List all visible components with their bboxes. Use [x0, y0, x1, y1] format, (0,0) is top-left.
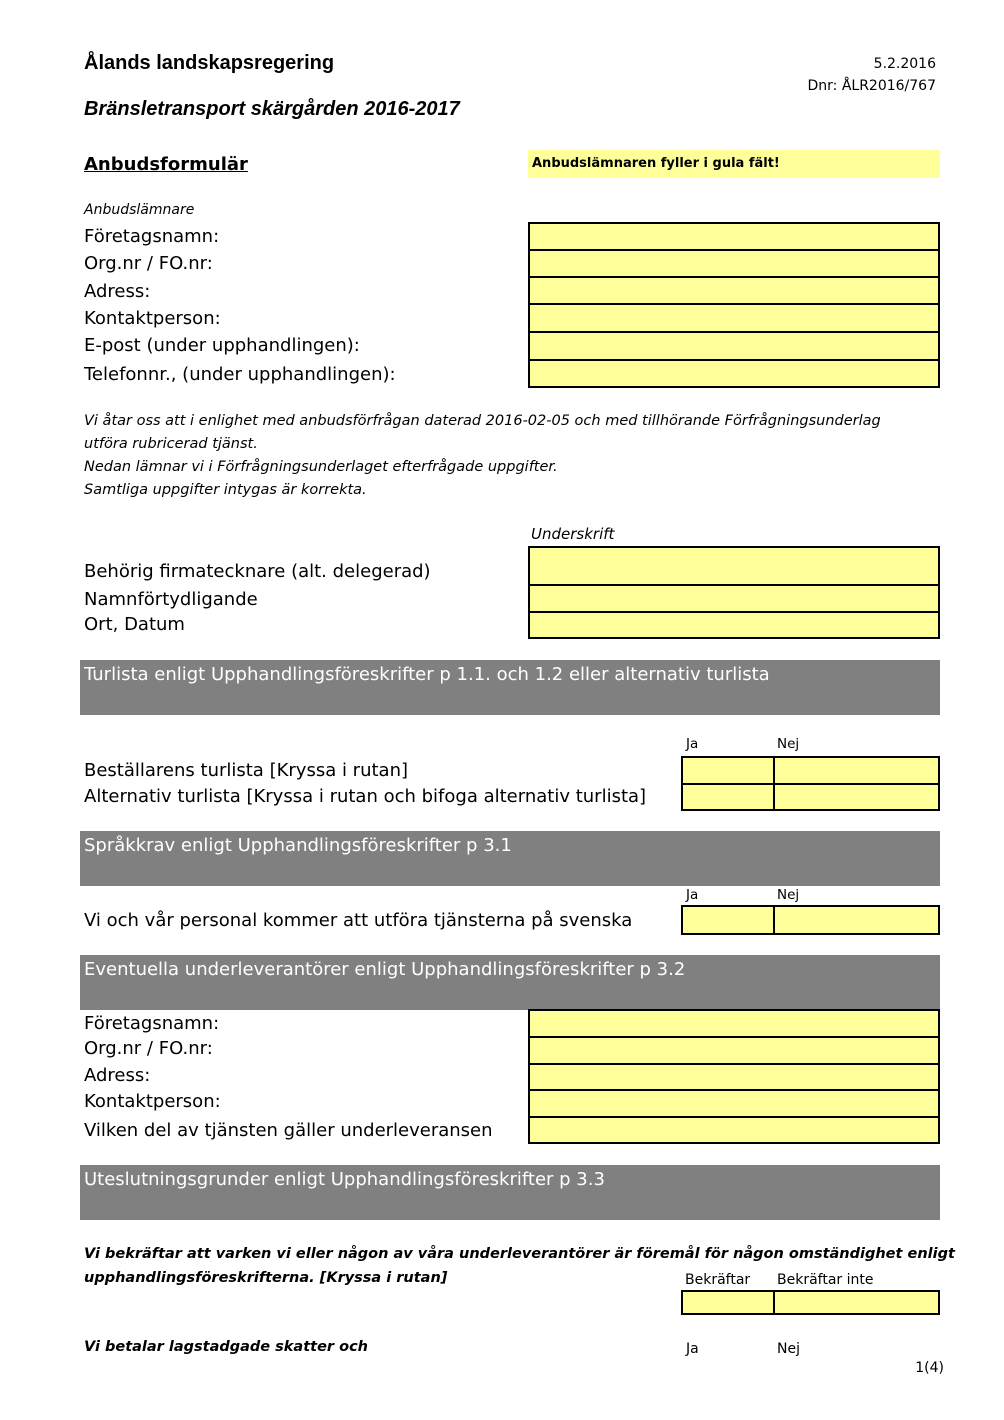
client-route-nej-checkbox[interactable] — [773, 756, 940, 785]
label-name-clarification: Namnförtydligande — [84, 589, 258, 610]
sub-org-number-field[interactable] — [528, 1036, 940, 1065]
confirms-checkbox[interactable] — [681, 1290, 775, 1315]
section-subcontractors-header: Eventuella underleverantörer enligt Upphandlingsföreskrifter p 3.2 — [80, 955, 940, 1010]
declaration-line: utföra rubricerad tjänst. — [84, 436, 258, 452]
label-sub-contact-person: Kontaktperson: — [84, 1091, 221, 1112]
route-nej-label: Nej — [777, 736, 800, 752]
label-swedish-language: Vi och vår personal kommer att utföra tjänsterna på svenska — [84, 910, 633, 931]
tax-nej-label: Nej — [777, 1341, 800, 1357]
tenderer-heading: Anbudslämnare — [84, 202, 195, 218]
form-title: Anbudsformulär — [84, 154, 248, 175]
sub-company-name-field[interactable] — [528, 1009, 940, 1038]
label-client-route-list: Beställarens turlista [Kryssa i rutan] — [84, 760, 408, 781]
signature-heading: Underskrift — [531, 525, 615, 543]
language-ja-checkbox[interactable] — [681, 905, 775, 935]
route-ja-label: Ja — [686, 736, 699, 752]
language-nej-label: Nej — [777, 887, 800, 903]
declaration-text — [84, 410, 944, 502]
label-address: Adress: — [84, 281, 151, 302]
tax-statement: Vi betalar lagstadgade skatter och — [84, 1339, 368, 1355]
org-number-field[interactable] — [528, 249, 940, 278]
sub-service-part-field[interactable] — [528, 1116, 940, 1144]
contact-person-field[interactable] — [528, 303, 940, 333]
confirms-label: Bekräftar — [685, 1272, 751, 1288]
label-sub-company-name: Företagsnamn: — [84, 1013, 220, 1034]
declaration-line: Samtliga uppgifter intygas är korrekta. — [84, 482, 367, 498]
section-exclusion-header: Uteslutningsgrunder enligt Upphandlingsföreskrifter p 3.3 — [80, 1165, 940, 1220]
language-ja-label: Ja — [686, 887, 699, 903]
company-name-field[interactable] — [528, 222, 940, 251]
fill-hint-banner: Anbudslämnaren fyller i gula fält! — [528, 150, 940, 178]
label-company-name: Företagsnamn: — [84, 226, 220, 247]
signature-field[interactable] — [528, 546, 940, 586]
alternative-route-ja-checkbox[interactable] — [681, 783, 775, 811]
page-number: 1(4) — [915, 1360, 944, 1376]
organisation-name: Ålands landskapsregering — [84, 52, 335, 74]
place-date-field[interactable] — [528, 611, 940, 639]
label-sub-org-number: Org.nr / FO.nr: — [84, 1038, 213, 1059]
declaration-line: Nedan lämnar vi i Förfrågningsunderlaget efterfrågade uppgifter. — [84, 459, 558, 475]
exclusion-confirm-line2: upphandlingsföreskrifterna. [Kryssa i rutan] — [84, 1270, 448, 1286]
declaration-line: Vi åtar oss att i enlighet med anbudsförfrågan daterad 2016-02-05 och med tillhörande Förfrågningsunderlag — [84, 413, 881, 429]
label-alternative-route-list: Alternativ turlista [Kryssa i rutan och bifoga alternativ turlista] — [84, 786, 647, 807]
label-place-date: Ort, Datum — [84, 614, 185, 635]
label-email: E-post (under upphandlingen): — [84, 335, 360, 356]
name-clarification-field[interactable] — [528, 584, 940, 613]
client-route-ja-checkbox[interactable] — [681, 756, 775, 785]
document-date: 5.2.2016 — [873, 56, 936, 72]
email-field[interactable] — [528, 331, 940, 361]
label-contact-person: Kontaktperson: — [84, 308, 221, 329]
section-route-list-header: Turlista enligt Upphandlingsföreskrifter p 1.1. och 1.2 eller alternativ turlista — [80, 660, 940, 715]
sub-address-field[interactable] — [528, 1063, 940, 1091]
phone-field[interactable] — [528, 359, 940, 388]
label-sub-address: Adress: — [84, 1065, 151, 1086]
alternative-route-nej-checkbox[interactable] — [773, 783, 940, 811]
document-number: Dnr: ÅLR2016/767 — [807, 78, 936, 94]
label-sub-service-part: Vilken del av tjänsten gäller underleveransen — [84, 1120, 493, 1141]
label-phone: Telefonnr., (under upphandlingen): — [84, 364, 396, 385]
address-field[interactable] — [528, 276, 940, 305]
exclusion-confirm-line1: Vi bekräftar att varken vi eller någon av våra underleverantörer är föremål för någon omständighet enligt — [84, 1246, 955, 1262]
document-title: Bränsletransport skärgården 2016-2017 — [84, 98, 460, 120]
label-org-number: Org.nr / FO.nr: — [84, 253, 213, 274]
sub-contact-person-field[interactable] — [528, 1089, 940, 1118]
language-nej-checkbox[interactable] — [773, 905, 940, 935]
tax-ja-label: Ja — [686, 1341, 699, 1357]
not-confirms-checkbox[interactable] — [773, 1290, 940, 1315]
not-confirms-label: Bekräftar inte — [777, 1272, 874, 1288]
label-authorized-signatory: Behörig firmatecknare (alt. delegerad) — [84, 561, 431, 582]
section-language-header: Språkkrav enligt Upphandlingsföreskrifter p 3.1 — [80, 831, 940, 886]
